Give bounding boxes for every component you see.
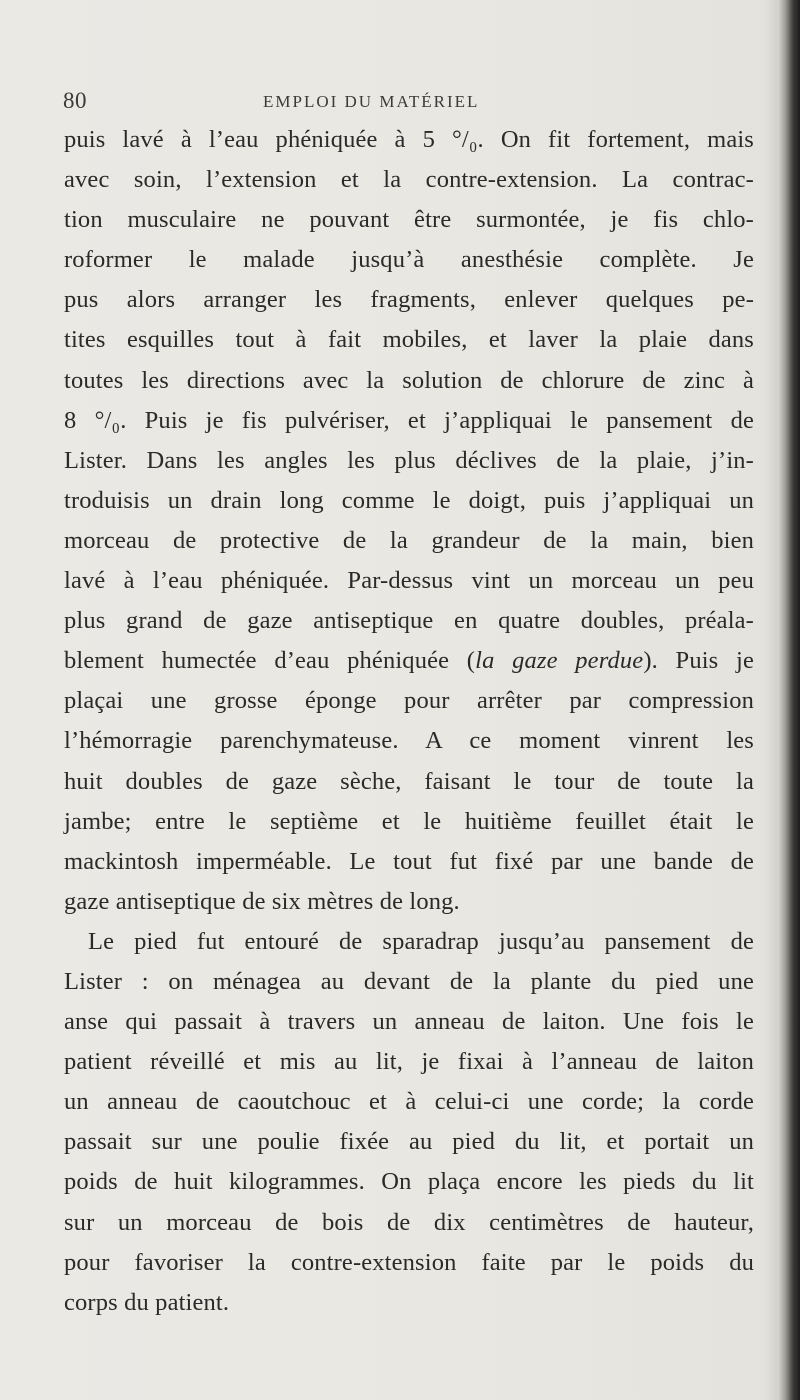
page-edge <box>778 0 800 1400</box>
text-line: passait sur une poulie fixée au pied du lit, et portait un <box>64 1128 754 1156</box>
text-line: Lister. Dans les angles les plus déclives de la plaie, j’in- <box>64 446 754 474</box>
running-title: EMPLOI DU MATÉRIEL <box>263 92 480 111</box>
text-line: plaçai une grosse éponge pour arrêter par compression <box>64 687 754 715</box>
text-line: tion musculaire ne pouvant être surmontée, je fis chlo- <box>64 206 754 234</box>
text-line: pour favoriser la contre-extension faite par le poids du <box>64 1248 754 1276</box>
text-line: patient réveillé et mis au lit, je fixai à l’anneau de laiton <box>64 1048 754 1076</box>
text-line: troduisis un drain long comme le doigt, puis j’appliquai un <box>64 486 754 514</box>
text-line: 8 °/₀. Puis je fis pulvériser, et j’appliquai le pansement de <box>64 406 754 434</box>
page-number: 80 <box>63 88 87 113</box>
text-line: pus alors arranger les fragments, enlever quelques pe- <box>64 286 754 314</box>
text-line: tites esquilles tout à fait mobiles, et laver la plaie dans <box>64 326 754 354</box>
text-line: lavé à l’eau phéniquée. Par-dessus vint un morceau un peu <box>64 567 754 595</box>
page-gutter-shadow <box>764 0 778 1400</box>
text-line: poids de huit kilogrammes. On plaça encore les pieds du lit <box>64 1168 754 1196</box>
text-line: un anneau de caoutchouc et à celui-ci une corde; la corde <box>64 1088 754 1116</box>
text-line: Lister : on ménagea au devant de la plante du pied une <box>64 967 754 995</box>
text-line: mackintosh imperméable. Le tout fut fixé par une bande de <box>64 847 754 875</box>
text-line: plus grand de gaze antiseptique en quatre doubles, préala- <box>64 607 754 635</box>
text-line: gaze antiseptique de six mètres de long. <box>64 887 460 915</box>
text-line: roformer le malade jusqu’à anesthésie complète. Je <box>64 246 754 274</box>
text-line: avec soin, l’extension et la contre-extension. La contrac- <box>64 166 754 194</box>
text-line: morceau de protective de la grandeur de la main, bien <box>64 526 754 554</box>
text-line: sur un morceau de bois de dix centimètres de hauteur, <box>64 1208 754 1236</box>
text-line: puis lavé à l’eau phéniquée à 5 °/₀. On fit fortement, mais <box>64 126 754 153</box>
text-line: corps du patient. <box>64 1288 230 1316</box>
text-segment: ). Puis je <box>643 647 754 675</box>
text-line: huit doubles de gaze sèche, faisant le tour de toute la <box>64 767 754 795</box>
text-line: jambe; entre le septième et le huitième feuillet était le <box>64 807 754 835</box>
text-segment: blement humectée d’eau phéniquée ( <box>64 647 476 675</box>
text-line: toutes les directions avec la solution de chlorure de zinc à <box>64 366 754 394</box>
text-line-with-italic <box>64 641 754 681</box>
text-line: Le pied fut entouré de sparadrap jusqu’au pansement de <box>88 927 754 955</box>
text-line: l’hémorragie parenchymateuse. A ce moment vinrent les <box>64 727 754 755</box>
italic-phrase: la gaze perdue <box>475 647 644 675</box>
text-line: anse qui passait à travers un anneau de laiton. Une fois le <box>64 1008 754 1036</box>
body-text <box>64 120 754 1323</box>
running-head <box>63 88 753 118</box>
